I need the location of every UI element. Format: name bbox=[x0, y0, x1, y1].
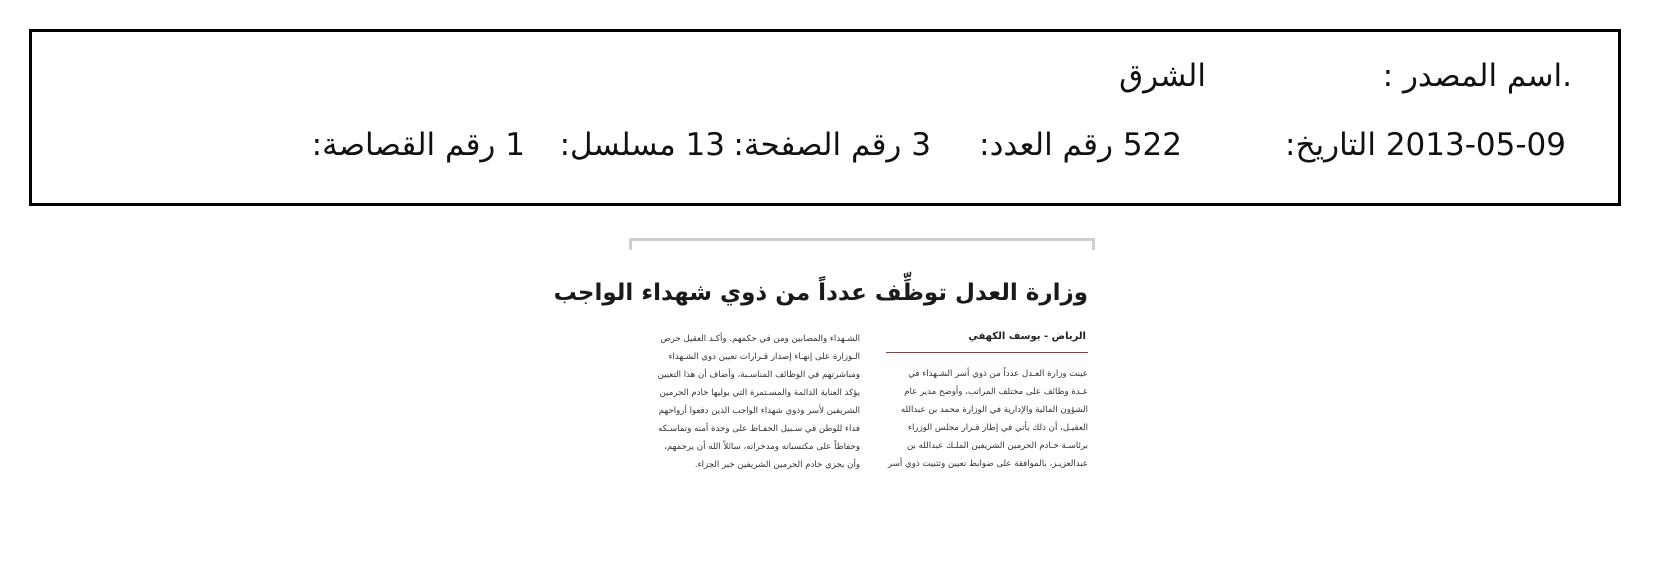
issue-label: رقم العدد: bbox=[979, 127, 1113, 163]
article-line: فداء للوطن في سـبيل الحفـاظ على وحدة أمنه وتماسـكه bbox=[658, 424, 860, 434]
date-field bbox=[1285, 127, 1566, 163]
issue-value: 522 bbox=[1122, 127, 1182, 163]
source-label: .اسم المصدر : bbox=[1382, 58, 1572, 94]
article-line: الشريفين لأسر وذوي شهداء الواجب الذين دفعوا أرواحهم bbox=[658, 406, 860, 416]
clip-number-label: رقم القصاصة: bbox=[311, 127, 496, 163]
article-line: برئاسـة خـادم الحرمين الشريفين الملـك عبدالله بن bbox=[907, 441, 1088, 451]
article-line: عـدة وظائف على مختلف المراتب، وأوضح مدير عام bbox=[904, 387, 1088, 397]
date-label: التاريخ: bbox=[1285, 127, 1376, 163]
page-field bbox=[733, 127, 931, 163]
clipping-metadata-box bbox=[29, 29, 1621, 206]
serial-label: مسلسل: bbox=[559, 127, 676, 163]
serial-field bbox=[559, 127, 725, 163]
page-label: رقم الصفحة: bbox=[733, 127, 902, 163]
article-line: ومباشرتهم في الوظائف المناسـبة، وأضاف أن هذا التعيين bbox=[657, 370, 860, 380]
article-column-right bbox=[870, 365, 1088, 473]
serial-value: 13 bbox=[685, 127, 725, 163]
article-headline: وزارة العدل توظِّف عدداً من ذوي شهداء الواجب bbox=[553, 280, 1088, 306]
article-column-left bbox=[642, 330, 860, 474]
clipping-frame bbox=[629, 238, 1095, 250]
issue-field bbox=[979, 127, 1182, 163]
date-value: 2013-05-09 bbox=[1385, 127, 1566, 163]
article-line: عبدالعزيـز، بالموافقة على ضوابط تعيين وتثبيت ذوي أسر bbox=[887, 459, 1088, 469]
article-line: يؤكد العناية الدائمة والمسـتمرة التي يوليها خادم الحرمين bbox=[659, 388, 860, 398]
page-value: 3 bbox=[911, 127, 931, 163]
byline-divider bbox=[886, 352, 1088, 353]
clip-number-field bbox=[311, 127, 525, 163]
article-line: وأن يجزي خادم الحرمين الشريفين خير الجزاء. bbox=[694, 460, 860, 470]
article-line: وحفاظاً على مكتسباته ومدخراته، سائلاً الله أن يرحمهم، bbox=[664, 442, 860, 452]
article-byline: الرياض - يوسف الكهفي bbox=[968, 331, 1086, 342]
article-line: العقيـل، أن ذلك يأتي في إطار قـرار مجلس الوزراء bbox=[908, 423, 1088, 433]
newspaper-clipping bbox=[553, 238, 1096, 478]
source-value: الشرق bbox=[1119, 58, 1206, 94]
article-line: الشؤون المالية والإدارية في الوزارة محمد بن عبدالله bbox=[900, 405, 1088, 415]
article-line: عينت وزارة العـدل عدداً من ذوي أسر الشـهداء في bbox=[908, 369, 1088, 379]
article-line: الـوزارة على إنهـاء إصدار قـرارات تعيين ذوي الشـهداء bbox=[668, 352, 860, 362]
article-line: الشـهداء والمصابين ومن في حكمهم. وأكـد العقيل حرص bbox=[660, 334, 860, 344]
clip-number-value: 1 bbox=[505, 127, 525, 163]
